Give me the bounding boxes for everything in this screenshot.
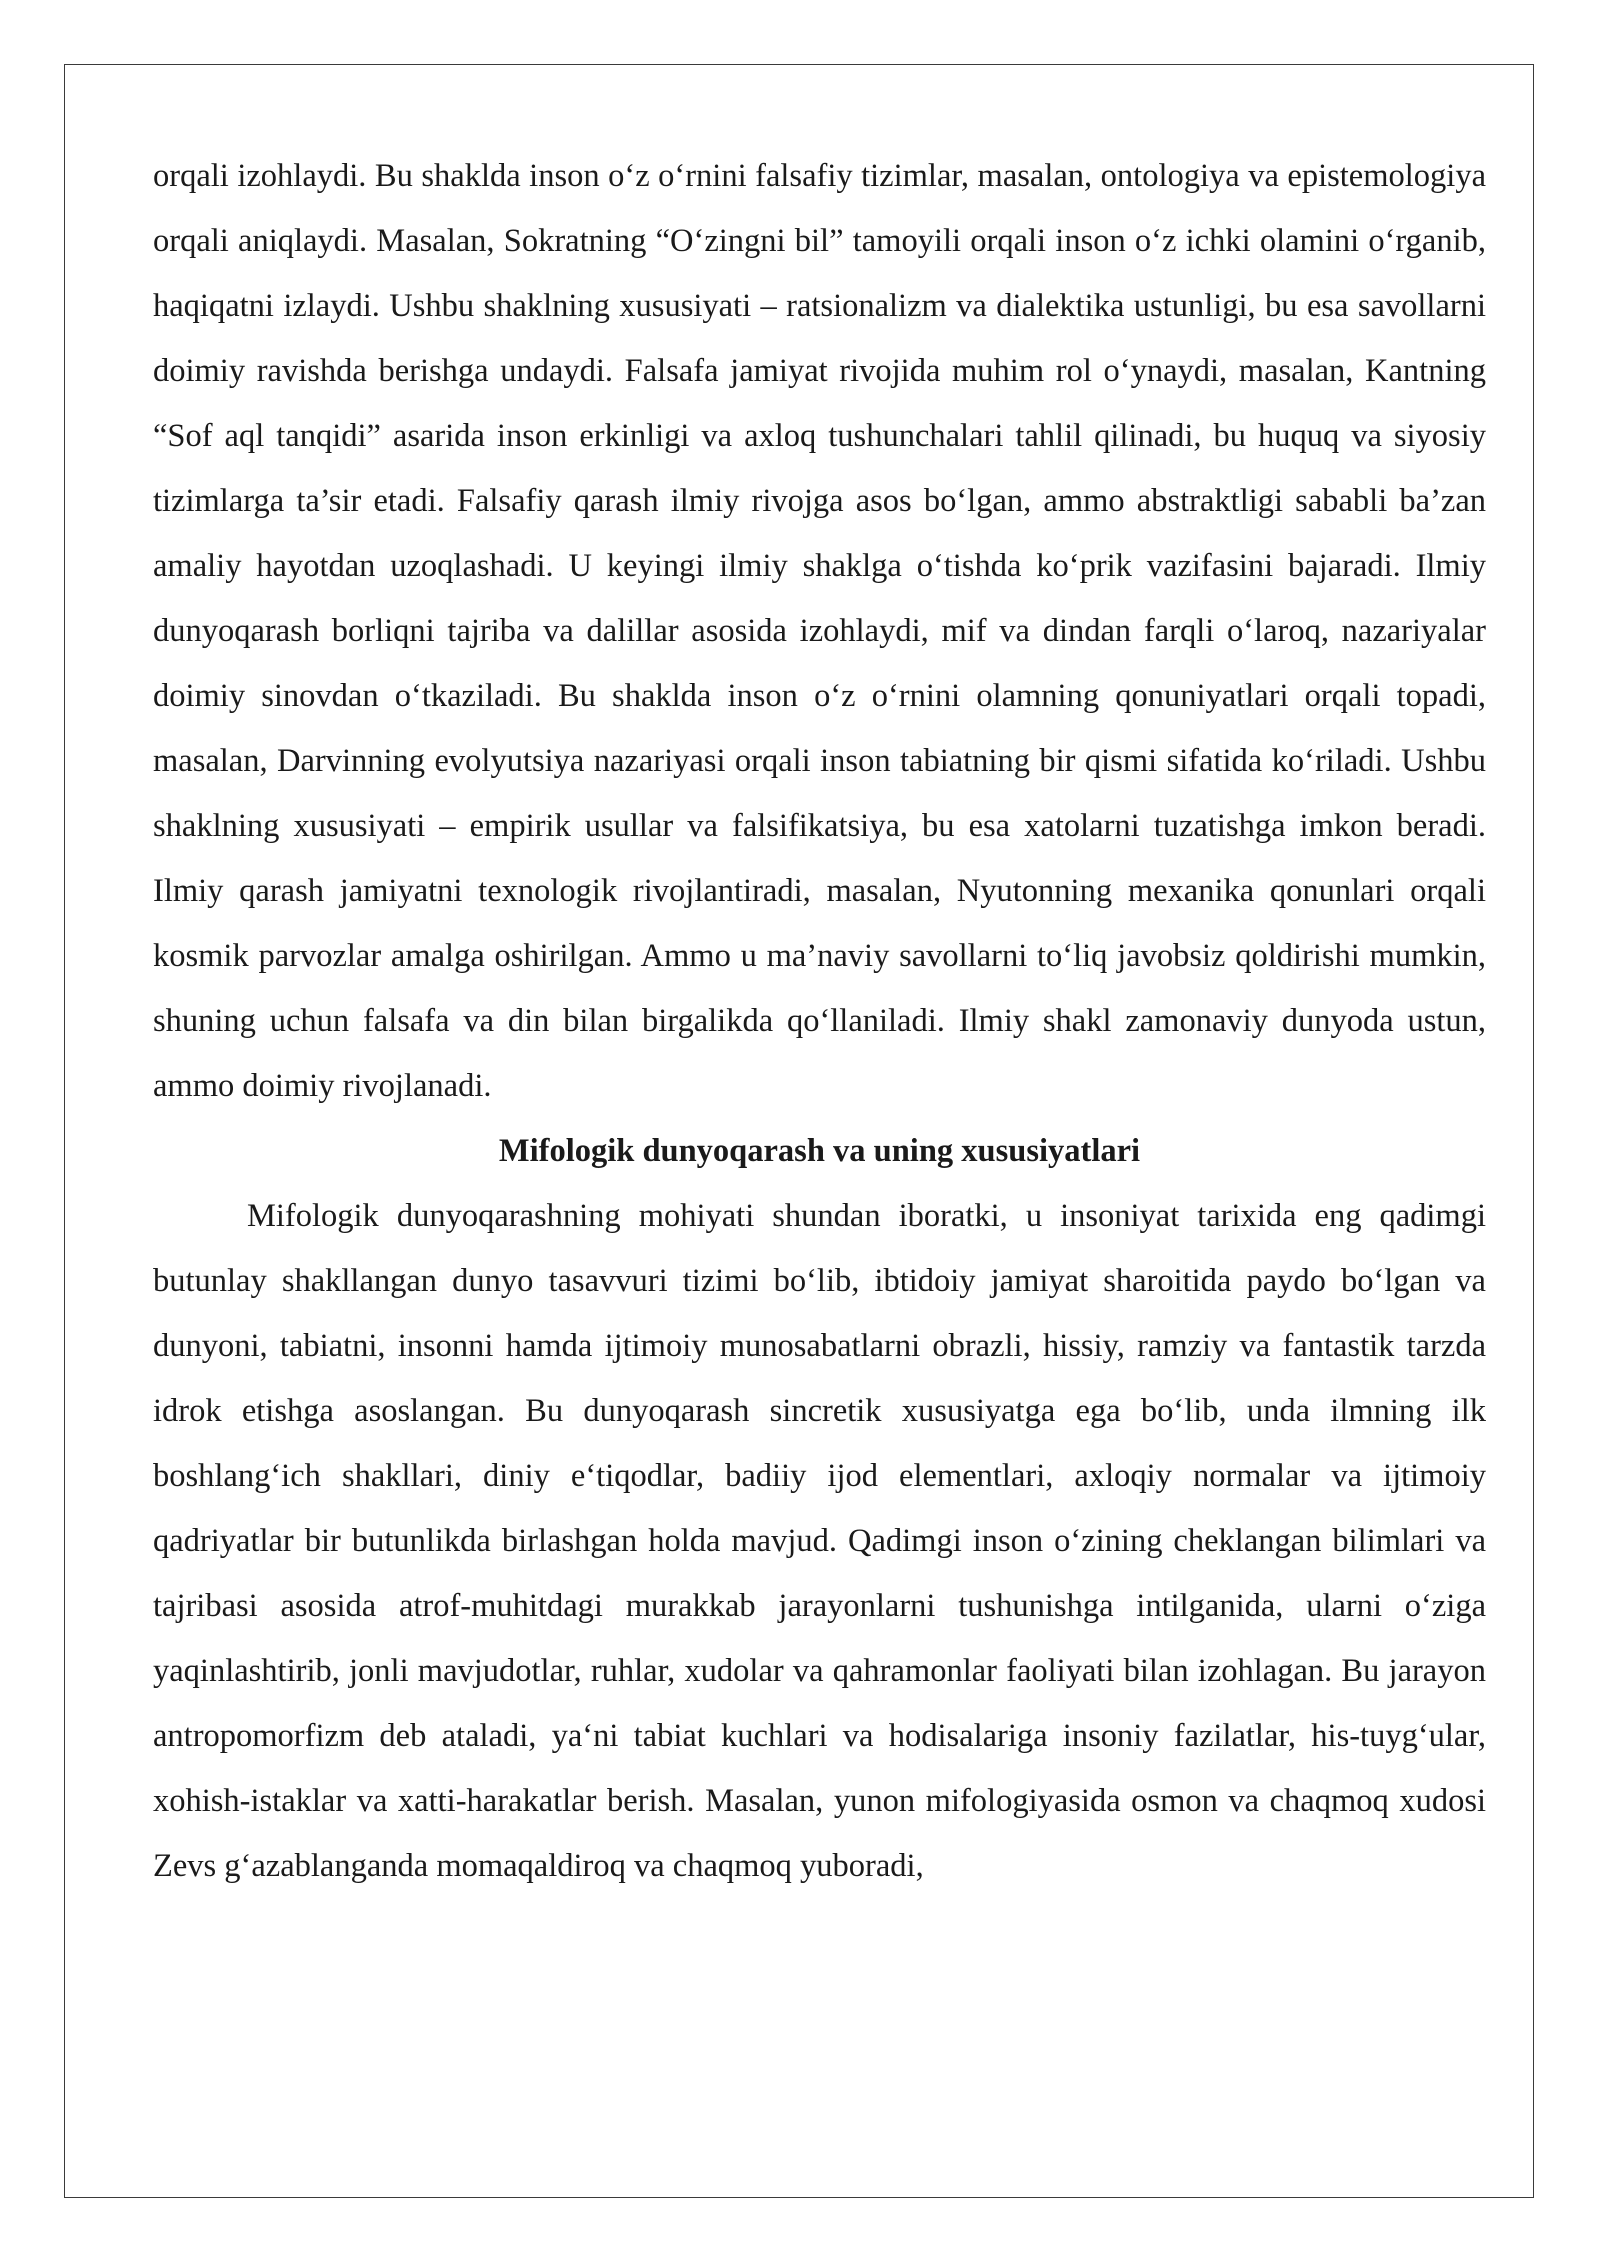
section-heading: Mifologik dunyoqarash va uning xususiyatlari [498, 1133, 1141, 1169]
body-paragraph: Mifologik dunyoqarashning mohiyati shundan iboratki, u insoniyat tarixida eng qadimgi butunlay shakllangan dunyo tasavvuri tizimi bo‘lib, ibtidoiy jamiyat sharoitida paydo bo‘lgan va dunyoni, tabiatni, insonni hamda ijtimoiy munosabatlarni obrazli, hissiy, ramziy va fantastik tarzda idrok etishga asoslangan. Bu dunyoqarash sincretik xususiyatga ega bo‘lib, unda ilmning ilk boshlang‘ich shakllari, diniy e‘tiqodlar, badiiy ijod elementlari, axloqiy normalar va ijtimoiy qadriyatlar bir butunlikda birlashgan holda mavjud. Qadimgi inson o‘zining cheklangan bilimlari va tajribasi asosida atrof-muhitdagi murakkab jarayonlarni tushunishga intilganida, ularni o‘ziga yaqinlashtirib, jonli mavjudotlar, ruhlar, xudolar va qahramonlar faoliyati bilan izohlagan. Bu jarayon antropomorfizm deb ataladi, ya‘ni tabiat kuchlari va hodisalariga insoniy fazilatlar, his-tuyg‘ular, xohish-istaklar va xatti-harakatlar berish. Masalan, yunon mifologiyasida osmon va chaqmoq xudosi Zevs g‘azablanganda momaqaldiroq va chaqmoq yuboradi, [153, 1198, 1486, 1884]
document-body [153, 144, 1486, 1899]
body-paragraph: orqali izohlaydi. Bu shaklda inson o‘z o‘rnini falsafiy tizimlar, masalan, ontologiya va epistemologiya orqali aniqlaydi. Masalan, Sokratning “O‘zingni bil” tamoyili orqali inson o‘z ichki olamini o‘rganib, haqiqatni izlaydi. Ushbu shaklning xususiyati – ratsionalizm va dialektika ustunligi, bu esa savollarni doimiy ravishda berishga undaydi. Falsafa jamiyat rivojida muhim rol o‘ynaydi, masalan, Kantning “Sof aql tanqidi” asarida inson erkinligi va axloq tushunchalari tahlil qilinadi, bu huquq va siyosiy tizimlarga ta’sir etadi. Falsafiy qarash ilmiy rivojga asos bo‘lgan, ammo abstraktligi sababli ba’zan amaliy hayotdan uzoqlashadi. U keyingi ilmiy shaklga o‘tishda ko‘prik vazifasini bajaradi. Ilmiy dunyoqarash borliqni tajriba va dalillar asosida izohlaydi, mif va dindan farqli o‘laroq, nazariyalar doimiy sinovdan o‘tkaziladi. Bu shaklda inson o‘z o‘rnini olamning qonuniyatlari orqali topadi, masalan, Darvinning evolyutsiya nazariyasi orqali inson tabiatning bir qismi sifatida ko‘riladi. Ushbu shaklning xususiyati – empirik usullar va falsifikatsiya, bu esa xatolarni tuzatishga imkon beradi. Ilmiy qarash jamiyatni texnologik rivojlantiradi, masalan, Nyutonning mexanika qonunlari orqali kosmik parvozlar amalga oshirilgan. Ammo u ma’naviy savollarni to‘liq javobsiz qoldirishi mumkin, shuning uchun falsafa va din bilan birgalikda qo‘llaniladi. Ilmiy shakl zamonaviy dunyoda ustun, ammo doimiy rivojlanadi. [153, 158, 1486, 1104]
